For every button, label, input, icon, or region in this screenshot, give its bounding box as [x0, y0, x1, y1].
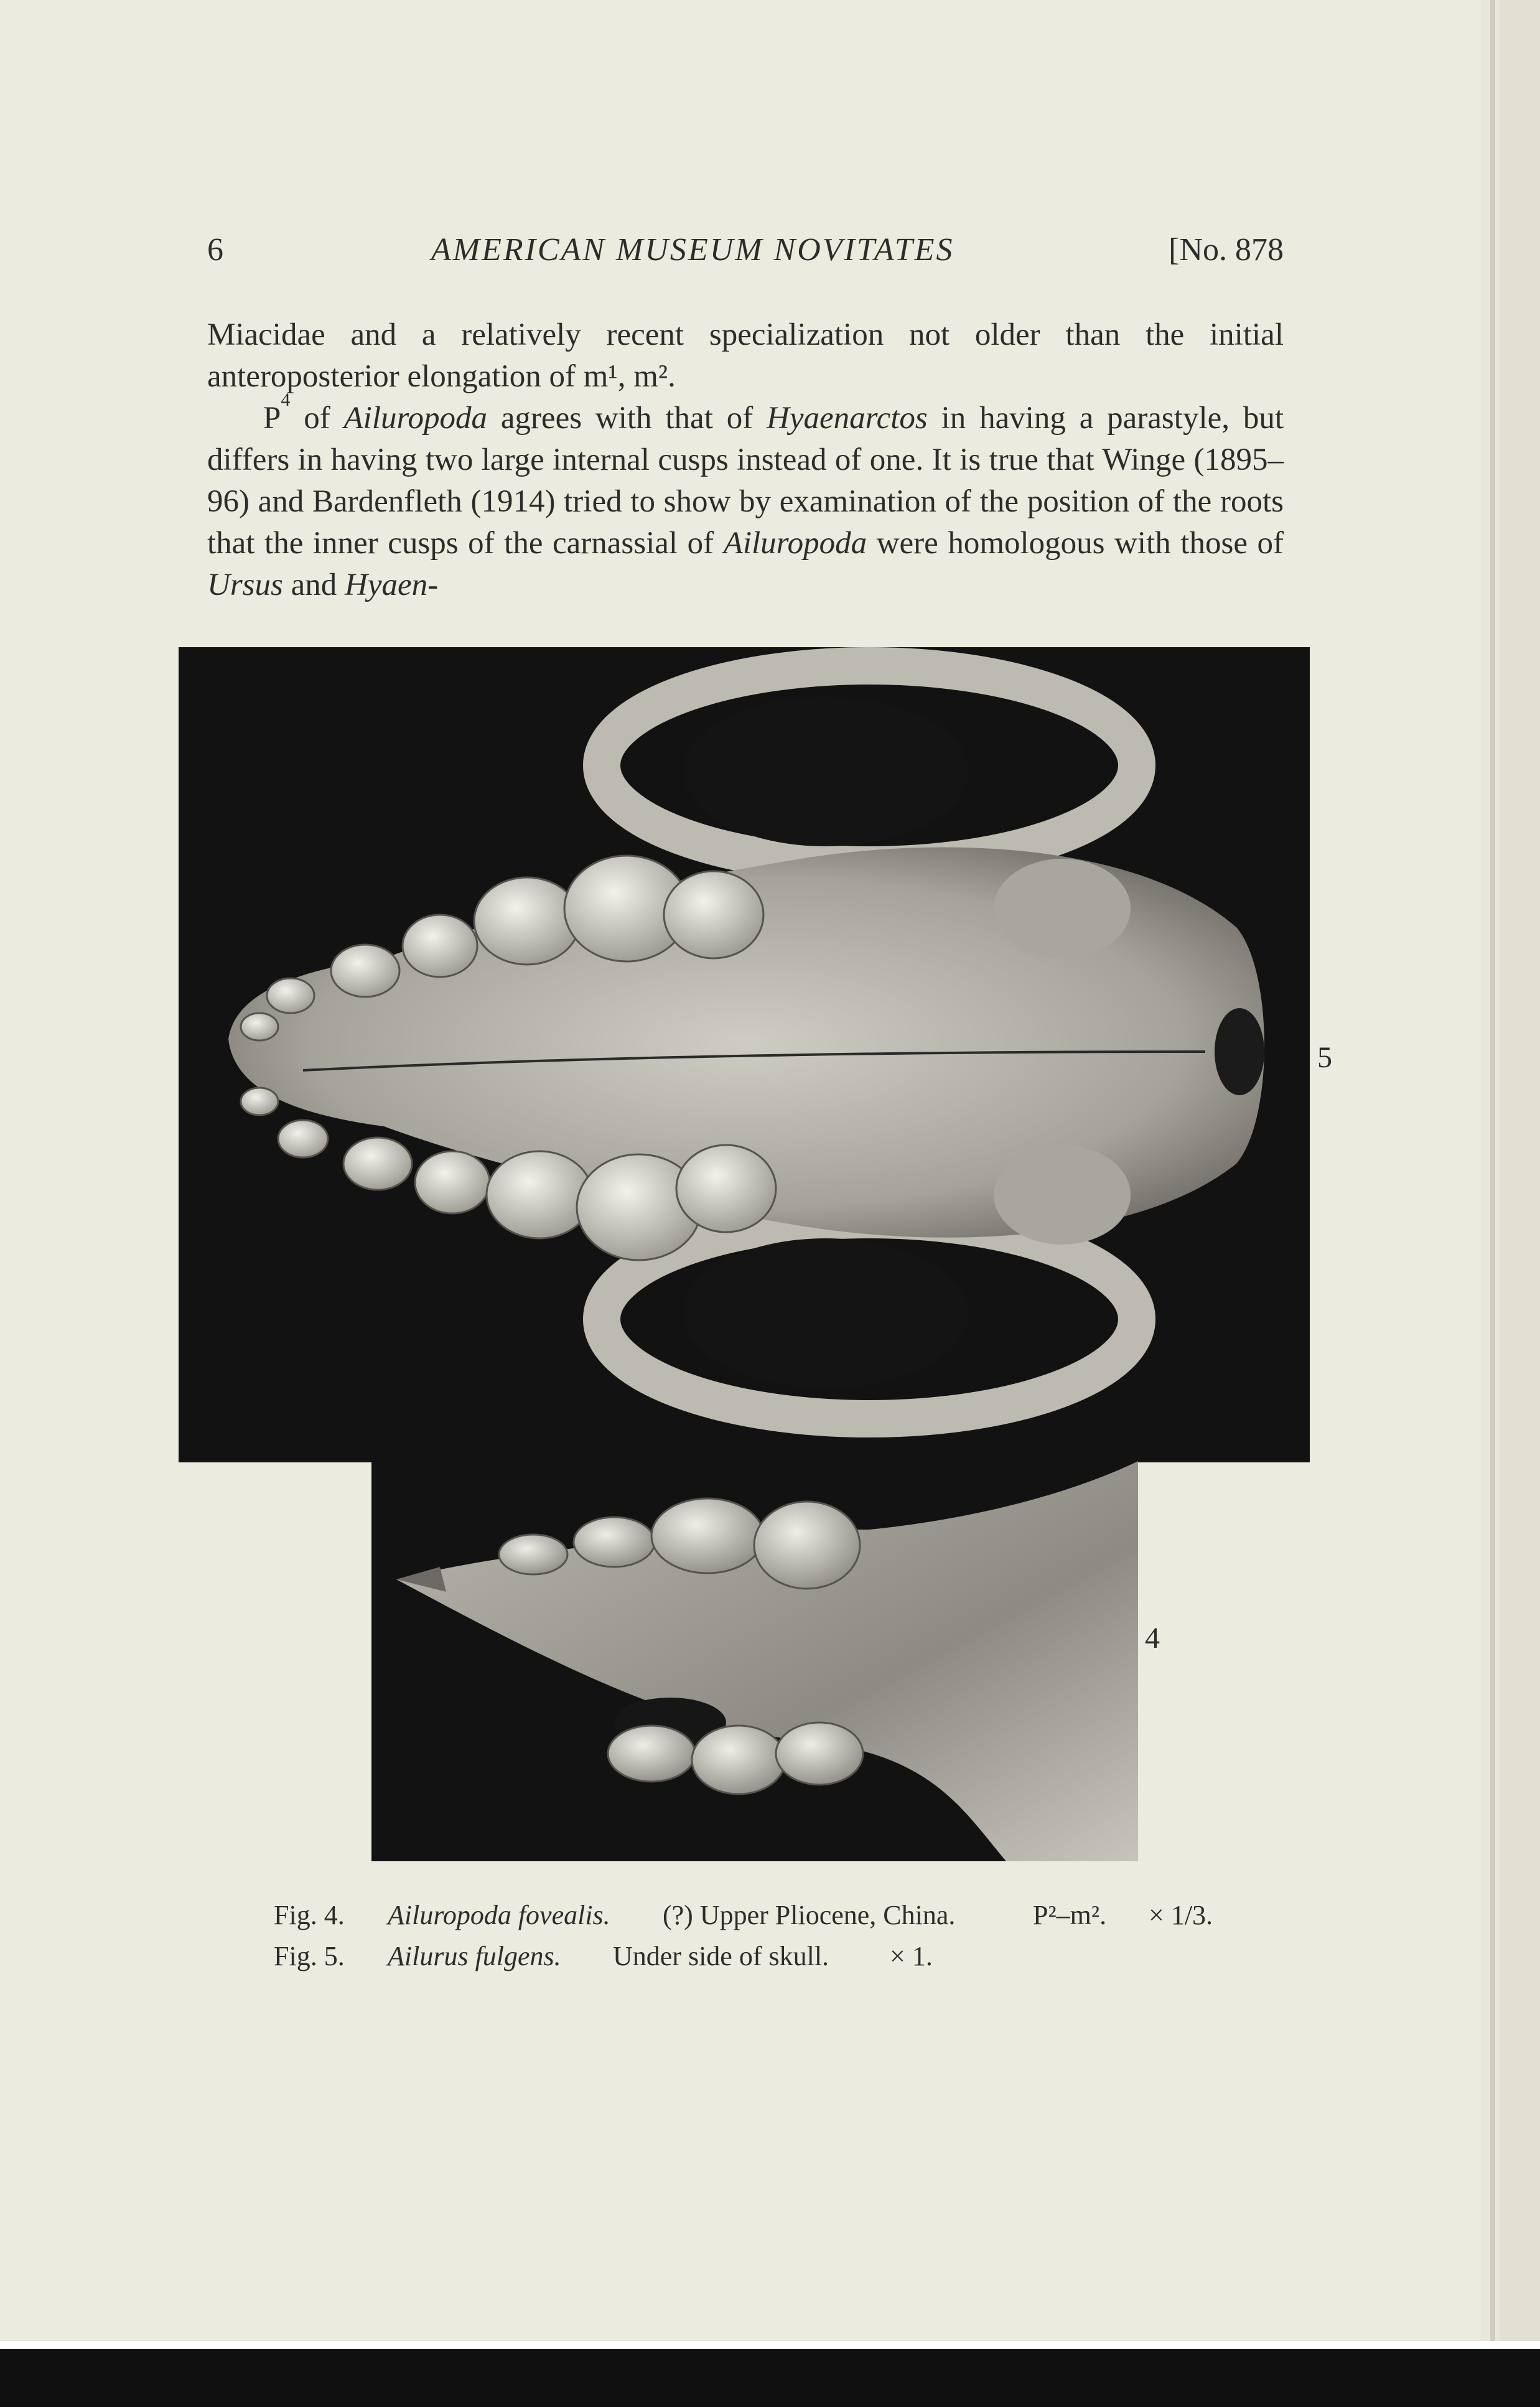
next-page-margin: [1500, 0, 1540, 2407]
page-edge: [1490, 0, 1495, 2407]
caption-teeth: P²–m².: [1033, 1900, 1107, 1930]
page-bottom-edge: [0, 2341, 1540, 2349]
genus-name: Hyaenarctos: [767, 401, 928, 436]
genus-name: Ursus: [207, 568, 283, 602]
running-header: [207, 231, 1284, 275]
caption-scale: × 1/3.: [1149, 1900, 1213, 1930]
caption-label: Fig. 5.: [274, 1941, 345, 1971]
figure-5-label: 5: [1317, 1041, 1332, 1074]
figure-5-skull-photo: [179, 647, 1310, 1462]
issue-number: [No. 878: [1169, 232, 1284, 268]
caption-description: Under side of skull.: [613, 1941, 829, 1971]
caption-scale: × 1.: [890, 1941, 933, 1971]
caption-species: Ailuropoda fovealis.: [388, 1900, 610, 1930]
genus-name: Ailuropoda: [343, 401, 487, 436]
page-number: 6: [207, 232, 223, 268]
figure-4-label: 4: [1145, 1622, 1160, 1655]
journal-title: AMERICAN MUSEUM NOVITATES: [431, 232, 954, 268]
caption-description: (?) Upper Pliocene, China.: [663, 1900, 956, 1930]
paragraph-1: Miacidae and a relatively recent specialization not older than the initial anteroposterior elongation of m¹, m².: [207, 317, 1284, 394]
genus-name: Hyaen-: [345, 568, 439, 602]
body-text: [207, 314, 1284, 606]
caption-species: Ailurus fulgens.: [388, 1941, 561, 1971]
caption-label: Fig. 4.: [274, 1900, 345, 1930]
figure-4-fossil-photo: [371, 1461, 1138, 1861]
genus-name: Ailuropoda: [723, 526, 867, 561]
paragraph-2: $P^4$ of Ailuropoda agrees with that of Hyaenarctos in having a parastyle, but differs in having two large internal cusps instead of one. It is true that Winge (1895–96) and Bardenfleth (1914) tried to show by examination of the position of the roots that the inner cusps of the carnassial of Ailuropoda were homologous with those of Ursus and Hyaen-: [207, 390, 1284, 602]
scan-background: [0, 2349, 1540, 2407]
